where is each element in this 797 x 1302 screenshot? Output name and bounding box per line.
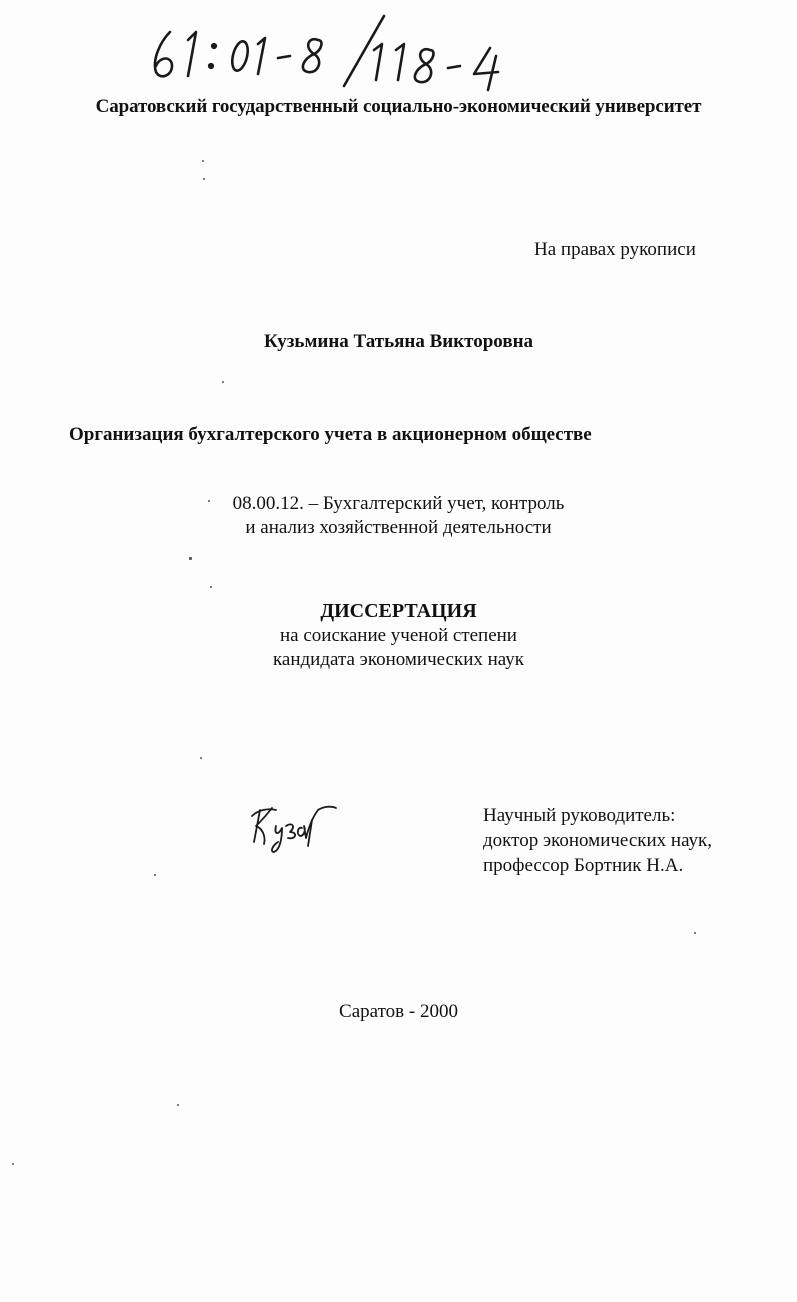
scan-speck xyxy=(12,1163,14,1165)
scan-speck xyxy=(202,160,204,162)
degree-line-2: кандидата экономических наук xyxy=(272,649,525,670)
specialty-block xyxy=(0,492,797,540)
scan-speck xyxy=(200,757,202,759)
degree-block xyxy=(0,624,797,672)
rights-note: На правах рукописи xyxy=(534,239,696,260)
specialty-line-2: и анализ хозяйственной деятельности xyxy=(245,517,552,538)
scan-speck xyxy=(189,557,192,560)
handwritten-signature xyxy=(246,796,342,856)
university-name: Саратовский государственный социально-экономический университет xyxy=(95,96,702,117)
scan-speck xyxy=(208,500,210,502)
specialty-line-1: 08.00.12. – Бухгалтерский учет, контроль xyxy=(232,493,565,514)
scan-speck xyxy=(222,381,224,383)
supervisor-line-1: Научный руководитель: xyxy=(483,805,676,826)
dissertation-title: Организация бухгалтерского учета в акционерном обществе xyxy=(69,424,592,445)
city-year: Саратов - 2000 xyxy=(339,1001,458,1022)
scan-speck xyxy=(177,1104,179,1106)
dissertation-heading: ДИССЕРТАЦИЯ xyxy=(320,600,477,622)
supervisor-line-3: профессор Бортник Н.А. xyxy=(483,855,684,876)
scan-speck xyxy=(210,586,212,588)
scan-speck xyxy=(203,178,205,180)
handwritten-code xyxy=(148,12,528,92)
degree-line-1: на соискание ученой степени xyxy=(280,625,517,646)
supervisor-block xyxy=(483,803,712,878)
author-name: Кузьмина Татьяна Викторовна xyxy=(263,331,534,352)
supervisor-line-2: доктор экономических наук, xyxy=(483,830,713,851)
scan-speck xyxy=(154,874,156,876)
scan-speck xyxy=(694,932,696,934)
